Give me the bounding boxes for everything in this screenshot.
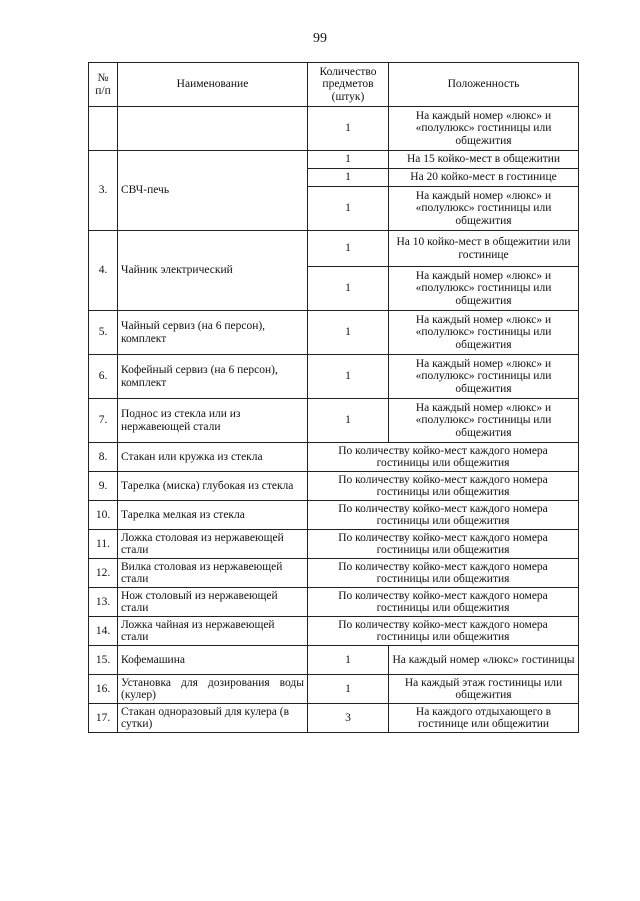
table-row bbox=[89, 588, 579, 617]
row-norm-span: По количеству койко-мест каждого номера гостиницы или общежития bbox=[308, 530, 579, 559]
row-norm-span: По количеству койко-мест каждого номера гостиницы или общежития bbox=[308, 443, 579, 472]
row-name: Вилка столовая из нержавеющей стали bbox=[118, 559, 308, 588]
row-qty: 1 bbox=[308, 675, 389, 704]
row-num: 10. bbox=[89, 501, 118, 530]
row-num bbox=[89, 107, 118, 151]
header-norm: Положенность bbox=[389, 63, 579, 107]
table-row bbox=[89, 151, 579, 169]
row-num: 17. bbox=[89, 704, 118, 733]
row-norm: На каждого отдыхающего в гостинице или общежитии bbox=[389, 704, 579, 733]
row-num: 11. bbox=[89, 530, 118, 559]
row-norm: На каждый номер «люкс» и «полулюкс» гостиницы или общежития bbox=[389, 107, 579, 151]
row-qty: 1 bbox=[308, 646, 389, 675]
row-name: Чайник электрический bbox=[118, 231, 308, 311]
row-num: 8. bbox=[89, 443, 118, 472]
table-row bbox=[89, 559, 579, 588]
row-num: 15. bbox=[89, 646, 118, 675]
row-qty: 1 bbox=[308, 231, 389, 267]
row-qty: 3 bbox=[308, 704, 389, 733]
row-num: 3. bbox=[89, 151, 118, 231]
table-row bbox=[89, 704, 579, 733]
row-num: 7. bbox=[89, 399, 118, 443]
row-norm-span: По количеству койко-мест каждого номера гостиницы или общежития bbox=[308, 559, 579, 588]
row-name: Стакан одноразовый для кулера (в сутки) bbox=[118, 704, 308, 733]
row-norm: На каждый номер «люкс» и «полулюкс» гостиницы или общежития bbox=[389, 311, 579, 355]
table-row bbox=[89, 472, 579, 501]
row-norm-span: По количеству койко-мест каждого номера гостиницы или общежития bbox=[308, 617, 579, 646]
row-norm: На каждый номер «люкс» гостиницы bbox=[389, 646, 579, 675]
row-qty: 1 bbox=[308, 107, 389, 151]
row-norm: На каждый этаж гостиницы или общежития bbox=[389, 675, 579, 704]
row-qty: 1 bbox=[308, 187, 389, 231]
header-name: Наименование bbox=[118, 63, 308, 107]
row-name: Поднос из стекла или из нержавеющей стали bbox=[118, 399, 308, 443]
row-norm: На каждый номер «люкс» и «полулюкс» гостиницы или общежития bbox=[389, 267, 579, 311]
row-name: Ложка столовая из нержавеющей стали bbox=[118, 530, 308, 559]
table-row bbox=[89, 675, 579, 704]
row-name: Стакан или кружка из стекла bbox=[118, 443, 308, 472]
table-row bbox=[89, 311, 579, 355]
row-num: 6. bbox=[89, 355, 118, 399]
row-name: Установка для дозирования воды (кулер) bbox=[118, 675, 308, 704]
row-qty: 1 bbox=[308, 169, 389, 187]
row-norm: На каждый номер «люкс» и «полулюкс» гостиницы или общежития bbox=[389, 187, 579, 231]
row-name: СВЧ-печь bbox=[118, 151, 308, 231]
row-num: 5. bbox=[89, 311, 118, 355]
header-qty: Количество предметов (штук) bbox=[308, 63, 389, 107]
row-qty: 1 bbox=[308, 267, 389, 311]
table-row bbox=[89, 107, 579, 151]
row-norm: На 15 койко-мест в общежитии bbox=[389, 151, 579, 169]
row-norm: На каждый номер «люкс» и «полулюкс» гостиницы или общежития bbox=[389, 355, 579, 399]
table-row bbox=[89, 501, 579, 530]
row-qty: 1 bbox=[308, 151, 389, 169]
row-num: 9. bbox=[89, 472, 118, 501]
row-num: 13. bbox=[89, 588, 118, 617]
row-name: Тарелка (миска) глубокая из стекла bbox=[118, 472, 308, 501]
row-num: 12. bbox=[89, 559, 118, 588]
row-name: Нож столовый из нержавеющей стали bbox=[118, 588, 308, 617]
row-norm: На 10 койко-мест в общежитии или гостинице bbox=[389, 231, 579, 267]
table-row bbox=[89, 530, 579, 559]
table-row bbox=[89, 399, 579, 443]
table-row bbox=[89, 443, 579, 472]
page-number: 99 bbox=[313, 31, 327, 46]
row-num: 14. bbox=[89, 617, 118, 646]
row-qty: 1 bbox=[308, 399, 389, 443]
header-row bbox=[89, 63, 579, 107]
row-num: 16. bbox=[89, 675, 118, 704]
table-row bbox=[89, 646, 579, 675]
row-name: Кофейный сервиз (на 6 персон), комплект bbox=[118, 355, 308, 399]
row-num: 4. bbox=[89, 231, 118, 311]
table-row bbox=[89, 231, 579, 267]
row-norm-span: По количеству койко-мест каждого номера гостиницы или общежития bbox=[308, 501, 579, 530]
row-name: Чайный сервиз (на 6 персон), комплект bbox=[118, 311, 308, 355]
inventory-table bbox=[88, 62, 579, 733]
row-qty: 1 bbox=[308, 355, 389, 399]
row-name: Тарелка мелкая из стекла bbox=[118, 501, 308, 530]
row-name: Кофемашина bbox=[118, 646, 308, 675]
header-num: № п/п bbox=[89, 63, 118, 107]
row-name: Ложка чайная из нержавеющей стали bbox=[118, 617, 308, 646]
table-row bbox=[89, 617, 579, 646]
row-norm-span: По количеству койко-мест каждого номера гостиницы или общежития bbox=[308, 472, 579, 501]
table-row bbox=[89, 355, 579, 399]
row-norm: На каждый номер «люкс» и «полулюкс» гостиницы или общежития bbox=[389, 399, 579, 443]
row-name bbox=[118, 107, 308, 151]
row-qty: 1 bbox=[308, 311, 389, 355]
row-norm-span: По количеству койко-мест каждого номера гостиницы или общежития bbox=[308, 588, 579, 617]
row-norm: На 20 койко-мест в гостинице bbox=[389, 169, 579, 187]
